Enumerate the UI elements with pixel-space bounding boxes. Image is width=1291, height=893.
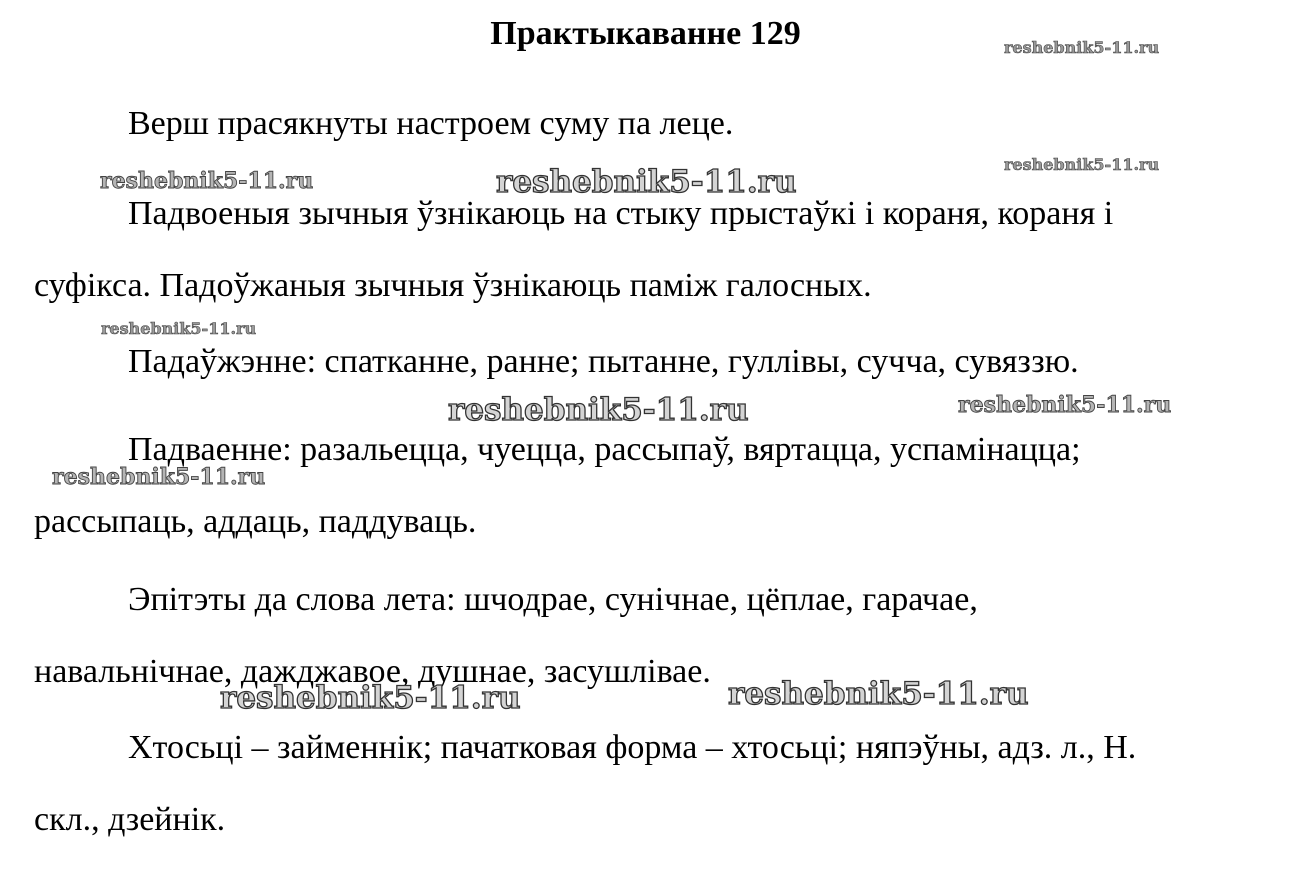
paragraph-6-line-2: скл., дзейнік. — [34, 801, 226, 838]
watermark: reshebnik5-11.ru — [1004, 155, 1160, 174]
paragraph-6-line-1: Хтосьці – займеннік; пачатковая форма – хтосьці; няпэўны, адз. л., Н. — [128, 729, 1137, 766]
paragraph-4-line-1: Падваенне: разальецца, чуецца, рассыпаў, вяртацца, успамінацца; — [128, 431, 1081, 468]
paragraph-1-line-1: Верш прасякнуты настроем суму па леце. — [128, 105, 734, 142]
paragraph-6 — [34, 712, 1136, 856]
watermark: reshebnik5-11.ru — [100, 168, 314, 194]
paragraph-1 — [34, 88, 733, 160]
paragraph-4-line-2: рассыпаць, аддаць, паддуваць. — [34, 503, 477, 540]
watermark: reshebnik5-11.ru — [1004, 38, 1160, 57]
paragraph-2-line-2: суфікса. Падоўжаныя зычныя ўзнікаюць паміж галосных. — [34, 267, 872, 304]
paragraph-3-line-1: Падаўжэнне: спатканне, ранне; пытанне, гуллівы, сучча, сувяззю. — [128, 343, 1079, 380]
watermark: reshebnik5-11.ru — [448, 392, 749, 428]
watermark: reshebnik5-11.ru — [728, 676, 1029, 712]
paragraph-5-line-2: навальнічнае, дажджавое, душнае, засушлівае. — [34, 653, 711, 690]
watermark: reshebnik5-11.ru — [52, 464, 266, 490]
page-title: Практыкаванне 129 — [490, 15, 801, 52]
watermark: reshebnik5-11.ru — [496, 164, 797, 200]
watermark: reshebnik5-11.ru — [958, 392, 1172, 418]
watermark: reshebnik5-11.ru — [220, 680, 521, 716]
watermark: reshebnik5-11.ru — [101, 319, 257, 338]
paragraph-2-line-1: Падвоеныя зычныя ўзнікаюць на стыку прыстаўкі і кораня, кораня і — [128, 195, 1114, 232]
paragraph-5-line-1: Эпітэты да слова лета: шчодрае, сунічнае, цёплае, гарачае, — [128, 581, 978, 618]
